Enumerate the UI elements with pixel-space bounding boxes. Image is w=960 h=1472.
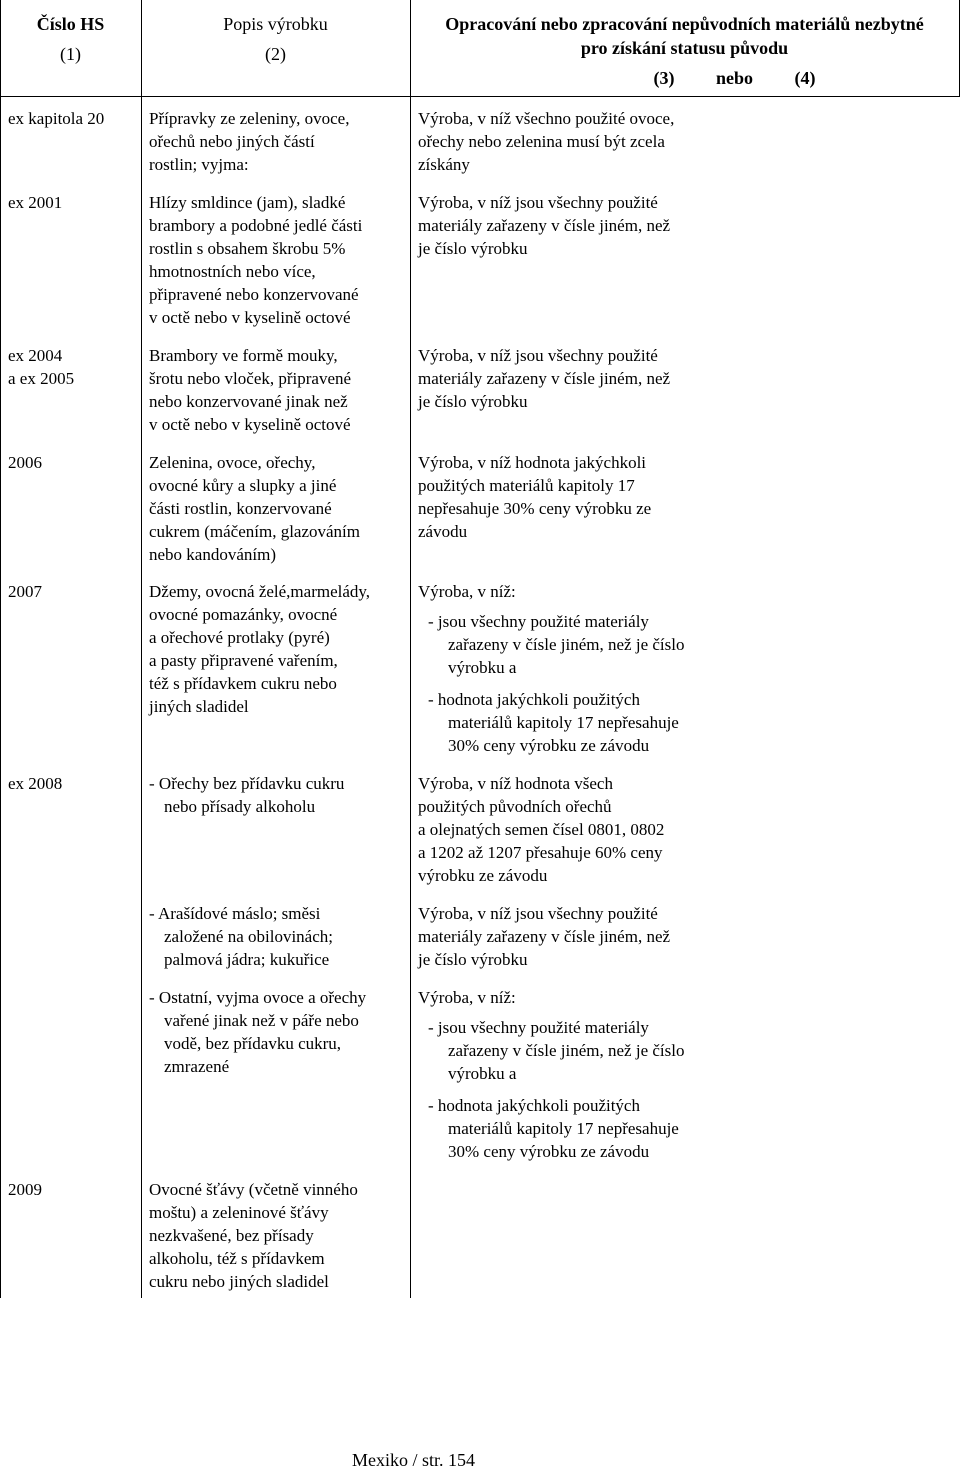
hs-code: 2006 bbox=[8, 453, 42, 472]
row-2-desc bbox=[149, 191, 362, 329]
desc-line: alkoholu, též s přídavkem bbox=[149, 1249, 325, 1268]
rule-line: je číslo výrobku bbox=[418, 239, 528, 258]
desc-line: brambory a podobné jedlé části bbox=[149, 216, 363, 235]
desc-line: cukrem (máčením, glazováním bbox=[149, 522, 360, 541]
hs-code: 2009 bbox=[8, 1180, 42, 1199]
desc-line: v octě nebo v kyselině octové bbox=[149, 308, 351, 327]
desc-line: zmrazené bbox=[164, 1057, 230, 1076]
row-7-desc bbox=[149, 902, 333, 971]
row-9-desc bbox=[149, 1178, 358, 1293]
row-1-rule bbox=[418, 107, 674, 176]
desc-line: vařené jinak než v páře nebo bbox=[164, 1011, 359, 1030]
desc-line: nezkvašené, bez přísady bbox=[149, 1226, 314, 1245]
header-col34-joiner: nebo bbox=[715, 68, 753, 88]
rule-line: zařazeny v čísle jiném, než je číslo bbox=[448, 1041, 685, 1060]
hs-code: ex 2001 bbox=[8, 193, 63, 212]
row-5-hs bbox=[8, 580, 42, 603]
rule-item bbox=[418, 688, 684, 757]
hs-code: a ex 2005 bbox=[8, 369, 75, 388]
header-col1-number: (1) bbox=[60, 44, 81, 64]
rule-line: získány bbox=[418, 155, 470, 174]
rule-line: Výroba, v níž hodnota všech bbox=[418, 774, 613, 793]
row-6-desc bbox=[149, 772, 344, 818]
rule-line: materiálů kapitoly 17 nepřesahuje bbox=[448, 713, 679, 732]
row-2-hs bbox=[8, 191, 62, 214]
row-2-rule bbox=[418, 191, 670, 260]
desc-line: a ořechové protlaky (pyré) bbox=[149, 628, 330, 647]
table-border-left bbox=[0, 0, 1, 1298]
row-8-rule bbox=[418, 986, 684, 1163]
header-col1 bbox=[0, 12, 141, 66]
rule-line: - jsou všechny použité materiály bbox=[428, 612, 649, 631]
desc-line: hmotnostních nebo více, bbox=[149, 262, 316, 281]
row-4-desc bbox=[149, 451, 360, 566]
desc-line: ovocné pomazánky, ovocné bbox=[149, 605, 338, 624]
header-col2-title: Popis výrobku bbox=[223, 14, 328, 34]
header-col1-title: Číslo HS bbox=[36, 14, 105, 34]
column-divider-2 bbox=[410, 0, 411, 1298]
desc-line: Džemy, ovocná želé,marmelády, bbox=[149, 582, 371, 601]
rule-line: Výroba, v níž hodnota jakýchkoli bbox=[418, 453, 647, 472]
header-col34 bbox=[410, 12, 959, 90]
desc-line: - Arašídové máslo; směsi bbox=[149, 904, 321, 923]
rule-line: je číslo výrobku bbox=[418, 950, 528, 969]
desc-line: Ovocné šťávy (včetně vinného bbox=[149, 1180, 358, 1199]
rule-line: materiály zařazeny v čísle jiném, než bbox=[418, 927, 671, 946]
rule-line: 30% ceny výrobku ze závodu bbox=[448, 736, 650, 755]
hs-code: 2007 bbox=[8, 582, 42, 601]
rule-line: použitých materiálů kapitoly 17 bbox=[418, 476, 635, 495]
desc-line: ořechů nebo jiných částí bbox=[149, 132, 315, 151]
desc-line: v octě nebo v kyselině octové bbox=[149, 415, 351, 434]
row-3-rule bbox=[418, 344, 670, 413]
rule-line: - hodnota jakýchkoli použitých bbox=[428, 1096, 640, 1115]
desc-line: založené na obilovinách; bbox=[164, 927, 333, 946]
desc-line: šrotu nebo vloček, připravené bbox=[149, 369, 352, 388]
rule-item bbox=[418, 610, 684, 679]
desc-line: vodě, bez přídavku cukru, bbox=[164, 1034, 342, 1053]
row-5-desc bbox=[149, 580, 370, 718]
header-col34-title-line2: pro získání statusu původu bbox=[580, 38, 789, 58]
row-6-rule bbox=[418, 772, 664, 887]
rule-line: - jsou všechny použité materiály bbox=[428, 1018, 649, 1037]
rule-line: je číslo výrobku bbox=[418, 392, 528, 411]
rule-line: použitých původních ořechů bbox=[418, 797, 612, 816]
rule-line: Výroba, v níž jsou všechny použité bbox=[418, 346, 658, 365]
row-6-hs bbox=[8, 772, 62, 795]
rule-line: materiálů kapitoly 17 nepřesahuje bbox=[448, 1119, 679, 1138]
header-col2-number: (2) bbox=[265, 44, 286, 64]
desc-line: cukru nebo jiných sladidel bbox=[149, 1272, 329, 1291]
row-9-hs bbox=[8, 1178, 42, 1201]
row-3-hs bbox=[8, 344, 74, 390]
desc-line: rostlin; vyjma: bbox=[149, 155, 249, 174]
hs-code: ex kapitola 20 bbox=[8, 109, 105, 128]
header-col4-number: (4) bbox=[794, 68, 816, 88]
rule-line: materiály zařazeny v čísle jiném, než bbox=[418, 369, 671, 388]
rule-line: Výroba, v níž všechno použité ovoce, bbox=[418, 109, 675, 128]
rule-line: a 1202 až 1207 přesahuje 60% ceny bbox=[418, 843, 663, 862]
header-col2 bbox=[141, 12, 410, 66]
desc-line: jiných sladidel bbox=[149, 697, 249, 716]
rule-line: výrobku ze závodu bbox=[418, 866, 548, 885]
desc-line: připravené nebo konzervované bbox=[149, 285, 359, 304]
page-footer: Mexiko / str. 154 bbox=[352, 1450, 476, 1470]
hs-code: ex 2004 bbox=[8, 346, 63, 365]
rule-item bbox=[418, 1094, 684, 1163]
hs-code: ex 2008 bbox=[8, 774, 63, 793]
row-5-rule bbox=[418, 580, 684, 757]
rule-line: Výroba, v níž jsou všechny použité bbox=[418, 904, 658, 923]
rule-line: 30% ceny výrobku ze závodu bbox=[448, 1142, 650, 1161]
rule-line: nepřesahuje 30% ceny výrobku ze bbox=[418, 499, 652, 518]
rule-item bbox=[418, 1016, 684, 1085]
rule-line: výrobku a bbox=[448, 1064, 517, 1083]
desc-line: nebo přísady alkoholu bbox=[164, 797, 316, 816]
row-1-desc bbox=[149, 107, 349, 176]
row-8-desc bbox=[149, 986, 366, 1078]
rule-line: ořechy nebo zelenina musí být zcela bbox=[418, 132, 665, 151]
rule-line: a olejnatých semen čísel 0801, 0802 bbox=[418, 820, 665, 839]
desc-line: palmová jádra; kukuřice bbox=[164, 950, 330, 969]
rule-line: materiály zařazeny v čísle jiném, než bbox=[418, 216, 671, 235]
row-4-rule bbox=[418, 451, 651, 543]
rule-line: závodu bbox=[418, 522, 468, 541]
desc-line: nebo konzervované jinak než bbox=[149, 392, 348, 411]
desc-line: nebo kandováním) bbox=[149, 545, 276, 564]
desc-line: Zelenina, ovoce, ořechy, bbox=[149, 453, 316, 472]
desc-line: a pasty připravené vařením, bbox=[149, 651, 338, 670]
rule-line: - hodnota jakýchkoli použitých bbox=[428, 690, 640, 709]
row-1-hs bbox=[8, 107, 104, 130]
rule-line: výrobku a bbox=[448, 658, 517, 677]
column-divider-1 bbox=[141, 0, 142, 1298]
desc-line: Přípravky ze zeleniny, ovoce, bbox=[149, 109, 350, 128]
header-divider bbox=[0, 96, 960, 97]
header-col3-number: (3) bbox=[653, 68, 675, 88]
rule-line: zařazeny v čísle jiném, než je číslo bbox=[448, 635, 685, 654]
desc-line: rostlin s obsahem škrobu 5% bbox=[149, 239, 346, 258]
desc-line: - Ostatní, vyjma ovoce a ořechy bbox=[149, 988, 367, 1007]
desc-line: části rostlin, konzervované bbox=[149, 499, 332, 518]
desc-line: ovocné kůry a slupky a jiné bbox=[149, 476, 337, 495]
row-3-desc bbox=[149, 344, 351, 436]
rule-intro: Výroba, v níž: bbox=[418, 988, 516, 1007]
desc-line: Hlízy smldince (jam), sladké bbox=[149, 193, 346, 212]
header-col34-numbers bbox=[410, 66, 959, 90]
desc-line: moštu) a zeleninové šťávy bbox=[149, 1203, 329, 1222]
desc-line: Brambory ve formě mouky, bbox=[149, 346, 338, 365]
rule-intro: Výroba, v níž: bbox=[418, 582, 516, 601]
rule-line: Výroba, v níž jsou všechny použité bbox=[418, 193, 658, 212]
row-4-hs bbox=[8, 451, 42, 474]
desc-line: též s přídavkem cukru nebo bbox=[149, 674, 337, 693]
row-7-rule bbox=[418, 902, 670, 971]
header-col34-title-line1: Opracování nebo zpracování nepůvodních materiálů nezbytné bbox=[445, 14, 924, 34]
desc-line: - Ořechy bez přídavku cukru bbox=[149, 774, 345, 793]
